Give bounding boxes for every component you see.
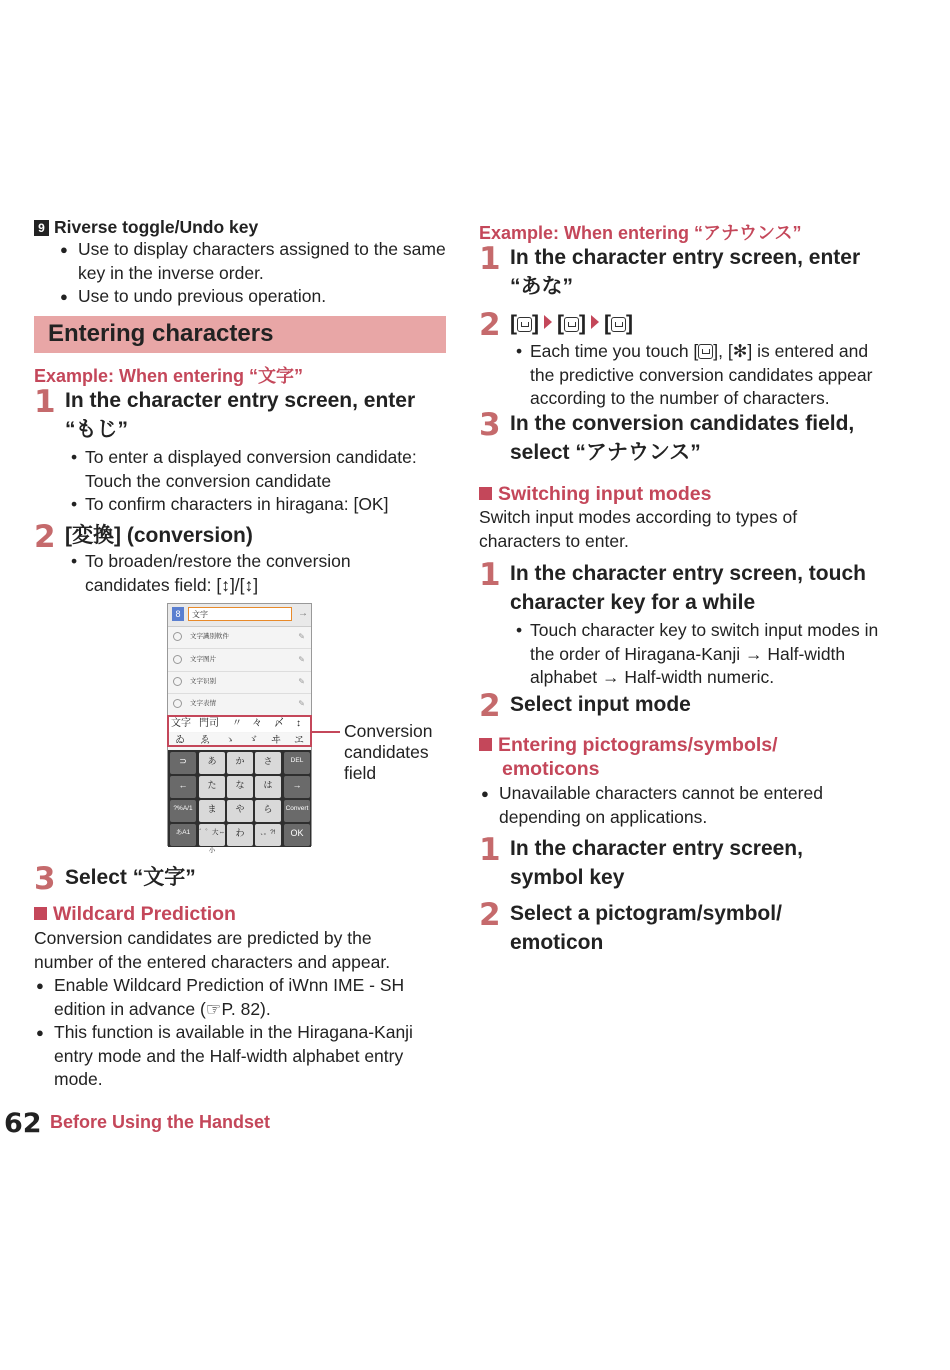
callout-label: Conversion candidates field	[344, 721, 433, 783]
google-icon: 8	[172, 607, 184, 621]
convert-key[interactable]: Convert	[284, 800, 310, 822]
step-bullet: • Each time you touch [ ], [✻] is entered and the predictive conversion candidates appear according to the number of characters.	[514, 340, 886, 411]
step-number: 1	[34, 384, 56, 420]
input-mode-key[interactable]: あA1	[170, 824, 196, 846]
riverse-bullet-1: ● Use to display characters assigned to the same key in the inverse order.	[58, 238, 446, 285]
candidate[interactable]: 文字	[171, 718, 191, 729]
step-title: Select “文字”	[65, 866, 196, 889]
wildcard-intro: Conversion candidates are predicted by the number of the entered characters and appear.	[34, 928, 391, 972]
step-number: 2	[34, 519, 56, 555]
key[interactable]: た	[199, 776, 225, 798]
key[interactable]: さ	[255, 752, 281, 774]
candidate[interactable]: 門司	[199, 718, 219, 729]
riverse-key-section	[34, 216, 446, 309]
search-icon	[173, 699, 182, 708]
candidate[interactable]: ヱ	[294, 735, 304, 746]
search-icon	[173, 677, 182, 686]
right-step-3	[479, 409, 899, 467]
step-title: In the character entry screen, enter “あな”	[510, 246, 861, 298]
key-sequence: [ ] [ ] [ ]	[510, 312, 633, 335]
key[interactable]: ら	[255, 800, 281, 822]
candidate[interactable]: 〆	[274, 718, 284, 729]
delete-key[interactable]: DEL	[284, 752, 310, 774]
example-heading-2: Example: When entering “アナウンス”	[479, 223, 802, 243]
step-title: [変換] (conversion)	[65, 524, 253, 547]
footer-section: Before Using the Handset	[50, 1112, 271, 1132]
candidate[interactable]: ゑ	[200, 735, 210, 746]
step-bullet: • To enter a displayed conversion candidate: Touch the conversion candidate	[69, 446, 445, 493]
switching-intro: Switch input modes according to types of characters to enter.	[479, 507, 798, 551]
step-bullet: • To broaden/restore the conversion candidates field: [↕]/[↕]	[69, 550, 369, 597]
ok-key[interactable]: OK	[284, 824, 310, 846]
key[interactable]: ま	[199, 800, 225, 822]
step-number: 1	[479, 557, 501, 593]
pencil-icon[interactable]: ✎	[298, 632, 305, 641]
go-arrow-icon[interactable]: →	[298, 608, 308, 619]
step-title: In the character entry screen, symbol key	[510, 837, 803, 889]
step-number: 1	[479, 241, 501, 277]
suggestion-row[interactable]: 文字識別軟件 ✎	[168, 626, 311, 649]
left-step-2	[34, 521, 446, 597]
riverse-title: Riverse toggle/Undo key	[54, 217, 259, 237]
candidate[interactable]: 〃	[232, 718, 242, 729]
step-number: 2	[479, 897, 501, 933]
bullet: ● Unavailable characters cannot be entered depending on applications.	[479, 782, 849, 829]
pencil-icon[interactable]: ✎	[298, 655, 305, 664]
step-number: 2	[479, 307, 501, 343]
key[interactable]: 、。?!	[255, 824, 281, 846]
search-bar	[168, 604, 311, 627]
pictograms-bullets	[479, 782, 849, 829]
candidate[interactable]: ゞ	[248, 735, 258, 746]
candidate[interactable]: ゐ	[175, 735, 185, 746]
step-bullet: • To confirm characters in hiragana: [OK]	[69, 493, 445, 517]
step-title: In the character entry screen, touch character key for a while	[510, 562, 866, 614]
pictograms-step-2	[479, 899, 899, 957]
enter-key-icon	[517, 317, 532, 332]
expand-icon[interactable]: ↕	[296, 718, 301, 729]
switching-heading: Switching input modes	[479, 482, 899, 506]
enter-key-icon	[698, 344, 713, 359]
example-heading-1: Example: When entering “文字”	[34, 366, 304, 386]
step-bullet: • Touch character key to switch input modes in the order of Hiragana-Kanji → Half-width alphabet → Half-width numeric.	[514, 619, 890, 690]
suggestion-row[interactable]: 文字识别 ✎	[168, 671, 311, 694]
riverse-bullet-2: ● Use to undo previous operation.	[58, 285, 446, 309]
right-step-2	[479, 309, 899, 411]
search-icon	[173, 655, 182, 664]
mode-key[interactable]: ?%A/1	[170, 800, 196, 822]
search-input[interactable]: 文字	[188, 607, 292, 621]
wildcard-heading: Wildcard Prediction	[34, 902, 446, 926]
item-number-badge: 9	[34, 220, 49, 236]
enter-key-icon	[611, 317, 626, 332]
square-bullet-icon	[479, 738, 492, 751]
callout-line	[312, 731, 340, 733]
key[interactable]: あ	[199, 752, 225, 774]
pencil-icon[interactable]: ✎	[298, 677, 305, 686]
section-banner: Entering characters	[34, 316, 446, 353]
left-key[interactable]: ←	[170, 776, 196, 798]
candidates-highlight	[167, 715, 312, 747]
candidate[interactable]: ゝ	[225, 735, 235, 746]
pictograms-heading: Entering pictograms/symbols/ emoticons	[479, 733, 899, 781]
switching-step-1	[479, 559, 899, 690]
pictograms-step-1	[479, 834, 899, 892]
step-number: 1	[479, 832, 501, 868]
bullet: ● This function is available in the Hiragana-Kanji entry mode and the Half-width alphabet entry mode.	[34, 1021, 434, 1092]
page-number: 62	[4, 1108, 42, 1139]
bullet: ● Enable Wildcard Prediction of iWnn IME - SH edition in advance (☞P. 82).	[34, 974, 434, 1021]
left-step-3	[34, 863, 446, 895]
next-arrow-icon	[591, 315, 599, 329]
undo-key[interactable]: ⊃	[170, 752, 196, 774]
step-number: 3	[479, 407, 501, 443]
candidate[interactable]: ヰ	[271, 735, 281, 746]
keyboard	[168, 750, 311, 854]
key[interactable]: か	[227, 752, 253, 774]
left-step-1	[34, 386, 446, 517]
wildcard-bullets	[34, 974, 434, 1092]
search-icon	[173, 632, 182, 641]
right-step-1	[479, 243, 899, 301]
candidate[interactable]: 々	[252, 718, 262, 729]
step-title: In the character entry screen, enter “もじ”	[65, 389, 416, 441]
square-bullet-icon	[479, 487, 492, 500]
key[interactable]: わ	[227, 824, 253, 846]
pencil-icon[interactable]: ✎	[298, 699, 305, 708]
suggestion-row[interactable]: 文字表情 ✎	[168, 693, 311, 716]
square-bullet-icon	[34, 907, 47, 920]
step-title: In the conversion candidates field, select “アナウンス”	[510, 412, 855, 464]
key[interactable]: や	[227, 800, 253, 822]
key[interactable]: ゛゜大⇔小	[199, 824, 225, 846]
step-number: 3	[34, 861, 56, 897]
suggestion-row[interactable]: 文字图片 ✎	[168, 649, 311, 672]
step-number: 2	[479, 688, 501, 724]
key[interactable]: な	[227, 776, 253, 798]
switching-step-2	[479, 690, 899, 722]
enter-key-icon	[564, 317, 579, 332]
key[interactable]: は	[255, 776, 281, 798]
step-title: Select input mode	[510, 693, 691, 716]
right-key[interactable]: →	[284, 776, 310, 798]
next-arrow-icon	[544, 315, 552, 329]
step-title: Select a pictogram/symbol/ emoticon	[510, 902, 782, 954]
